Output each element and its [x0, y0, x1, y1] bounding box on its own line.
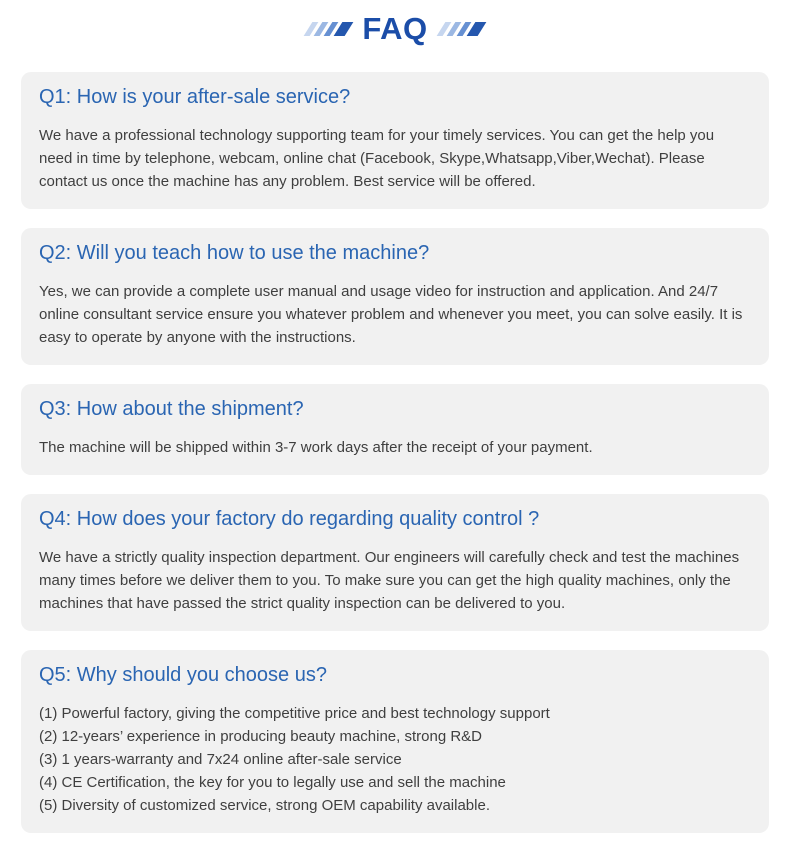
faq-header: [0, 8, 790, 48]
page-title: FAQ: [362, 10, 428, 46]
faq-question: Q2: Will you teach how to use the machine?: [39, 242, 430, 264]
faq-question: Q4: How does your factory do regarding quality control ?: [39, 508, 540, 530]
faq-question: Q1: How is your after-sale service?: [39, 86, 351, 108]
faq-answer: Yes, we can provide a complete user manual and usage video for instruction and application. And 24/7 online consultant service ensure you whatever problem and whenever you meet, you can solve easily. It is easy to operate by anyone with the instructions.: [39, 283, 743, 346]
faq-question: Q3: How about the shipment?: [39, 398, 304, 420]
slanted-stripes-left-icon: [308, 22, 349, 37]
slanted-stripes-right-icon: [441, 22, 482, 37]
faq-question: Q5: Why should you choose us?: [39, 664, 327, 686]
faq-card-q4: [21, 494, 769, 631]
faq-answer-line: (3) 1 years-warranty and 7x24 online after-sale service: [39, 751, 402, 768]
faq-card-q3: [21, 384, 769, 475]
faq-answer-line: (2) 12-years’ experience in producing beauty machine, strong R&D: [39, 728, 483, 745]
faq-answer-list: [39, 702, 749, 817]
faq-answer-line: (1) Powerful factory, giving the competitive price and best technology support: [39, 705, 550, 722]
faq-answer-line: (4) CE Certification, the key for you to legally use and sell the machine: [39, 774, 506, 791]
faq-card-q5: [21, 650, 769, 833]
faq-answer-line: (5) Diversity of customized service, strong OEM capability available.: [39, 797, 490, 814]
faq-answer: We have a strictly quality inspection department. Our engineers will carefully check and test the machines many times before we deliver them to you. To make sure you can get the high quality machines, only the machines that have passed the strict quality inspection can be delivered to you.: [39, 549, 740, 612]
faq-answer: We have a professional technology supporting team for your timely services. You can get the help you need in time by telephone, webcam, online chat (Facebook, Skype,Whatsapp,Viber,Wechat). Please contact us once the machine has any problem. Best service will be offered.: [39, 127, 715, 190]
faq-card-q1: [21, 72, 769, 209]
faq-card-q2: [21, 228, 769, 365]
faq-answer: The machine will be shipped within 3-7 work days after the receipt of your payment.: [39, 439, 593, 456]
